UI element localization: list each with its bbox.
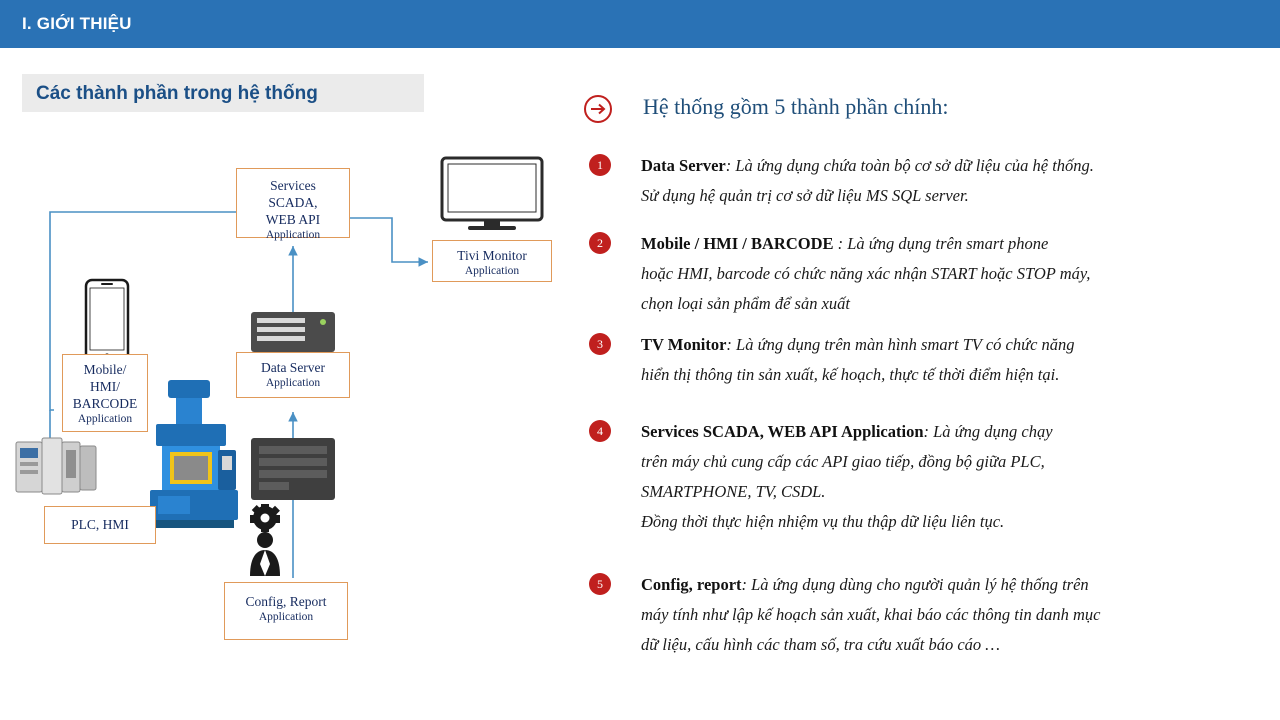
item-2-line-3: chọn loại sản phẩm để sản xuất [641, 294, 850, 313]
item-3-title: TV Monitor [641, 335, 727, 354]
data-server-icon [243, 312, 343, 528]
node-mobile-line1: Mobile/ [83, 362, 127, 377]
section-title-text: Các thành phần trong hệ thống [36, 83, 318, 104]
item-4-line-2: trên máy chủ cung cấp các API giao tiếp, đồng bộ giữa PLC, [641, 452, 1045, 471]
node-mobile-hmi-barcode[interactable] [62, 354, 148, 432]
item-2-line-1: : Là ứng dụng trên smart phone [833, 234, 1049, 253]
node-services-line3: WEB API [265, 212, 321, 227]
tv-monitor-icon [440, 156, 544, 236]
item-5-line-3: dữ liệu, cấu hình các tham số, tra cứu xuất báo cáo … [641, 635, 1000, 654]
item-3-body [641, 330, 1249, 390]
badge-5: 5 [589, 573, 611, 595]
node-dataserver-sub: Application [265, 377, 321, 389]
item-2-body [641, 229, 1249, 319]
node-services-sub: Application [265, 229, 321, 241]
page-title: I. GIỚI THIỆU [22, 14, 132, 33]
node-mobile-line3: BARCODE [72, 396, 138, 411]
injection-machine-icon [140, 380, 248, 532]
item-2-title: Mobile / HMI / BARCODE [641, 234, 834, 253]
item-4-line-4: Đồng thời thực hiện nhiệm vụ thu thập dữ liệu liên tục. [641, 512, 1005, 531]
item-1-line-1: : Là ứng dụng chứa toàn bộ cơ sở dữ liệu của hệ thống. [725, 156, 1094, 175]
item-5-line-2: máy tính như lập kế hoạch sản xuất, khai báo các thông tin danh mục [641, 605, 1101, 624]
node-plc-main: PLC, HMI [71, 517, 129, 532]
node-mobile-line2: HMI/ [90, 379, 120, 394]
description-heading-row [575, 90, 1265, 130]
item-3-line-1: : Là ứng dụng trên màn hình smart TV có chức năng [726, 335, 1075, 354]
node-data-server[interactable] [236, 352, 350, 398]
plc-controller-icon [14, 432, 106, 500]
architecture-diagram [0, 120, 560, 680]
item-4-line-1: : Là ứng dụng chạy [923, 422, 1053, 441]
node-tivi-monitor[interactable] [432, 240, 552, 282]
badge-3: 3 [589, 333, 611, 355]
badge-1: 1 [589, 154, 611, 176]
description-panel [575, 80, 1265, 700]
arrow-right-circle-icon [583, 94, 613, 124]
node-services-scada[interactable] [236, 168, 350, 241]
item-4-title: Services SCADA, WEB API Application [641, 422, 924, 441]
node-tivi-sub: Application [464, 265, 520, 277]
slide-header-bar [0, 0, 1280, 48]
node-services-line1: Services [270, 178, 316, 193]
node-tivi-main: Tivi Monitor [457, 248, 527, 263]
item-3-line-2: hiển thị thông tin sản xuất, kế hoạch, thực tế thời điểm hiện tại. [641, 365, 1060, 384]
section-title-box [22, 74, 424, 112]
item-4-line-3: SMARTPHONE, TV, CSDL. [641, 482, 826, 501]
item-2-line-2: hoặc HMI, barcode có chức năng xác nhận START hoặc STOP máy, [641, 264, 1091, 283]
node-config-main: Config, Report [245, 594, 327, 609]
item-1-body [641, 151, 1249, 211]
node-config-sub: Application [258, 611, 314, 623]
item-1-title: Data Server [641, 156, 726, 175]
item-1-line-2: Sử dụng hệ quản trị cơ sở dữ liệu MS SQL server. [641, 186, 969, 205]
smartphone-icon [84, 278, 130, 364]
item-5-title: Config, report [641, 575, 742, 594]
node-dataserver-main: Data Server [260, 360, 326, 375]
engineer-gear-icon [236, 504, 296, 576]
item-5-line-1: : Là ứng dụng dùng cho người quản lý hệ thống trên [741, 575, 1089, 594]
description-heading: Hệ thống gồm 5 thành phần chính: [643, 94, 949, 119]
node-plc-hmi[interactable] [44, 506, 156, 544]
node-services-line2: SCADA, [268, 195, 318, 210]
item-5-body [641, 570, 1249, 660]
badge-4: 4 [589, 420, 611, 442]
node-mobile-sub: Application [77, 413, 133, 425]
node-config-report[interactable] [224, 582, 348, 640]
item-4-body [641, 417, 1249, 537]
badge-2: 2 [589, 232, 611, 254]
